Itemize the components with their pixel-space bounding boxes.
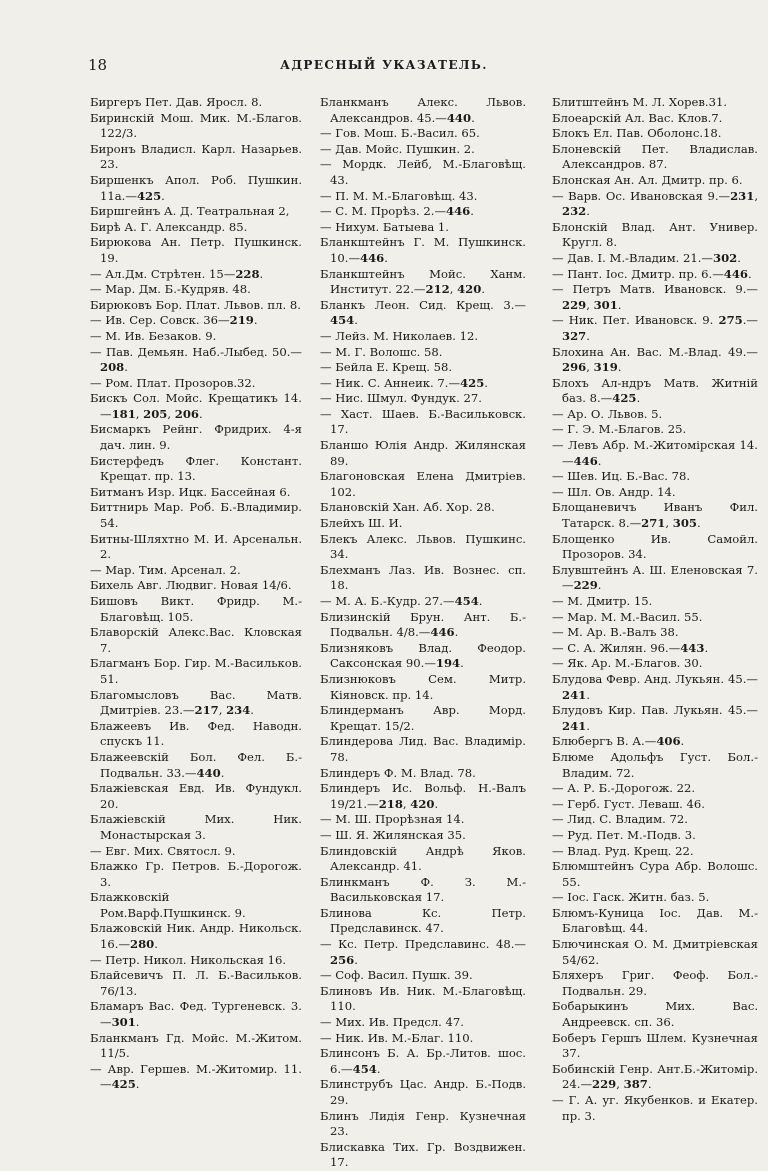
directory-entry: — Ник. С. Аннеик. 7.—425. — [320, 375, 488, 390]
directory-entry: Бляхеръ Григ. Феоф. Бол.-Подвальн. 29. — [552, 968, 758, 998]
directory-entry: Блажковскій Ром.Варф.Пушкинск. 9. — [90, 890, 246, 920]
phone-number: 446 — [723, 266, 748, 281]
directory-entry: — Петр. Никол. Никольская 16. — [90, 952, 287, 967]
directory-entry: — Шев. Иц. Б.-Вас. 78. — [552, 469, 691, 484]
phone-number: 280 — [130, 937, 155, 952]
directory-entry: — М. А. Б.-Кудр. 27.—454. — [320, 594, 483, 608]
directory-entry: — Гов. Мош. Б.-Васил. 65. — [320, 126, 480, 141]
directory-entry: Блажіевская Евд. Ив. Фундукл. 20. — [90, 781, 302, 811]
directory-entry: Биттнирь Мар. Роб. Б.-Владимир. 54. — [90, 500, 302, 531]
directory-entry: — Ник. Ив. М.-Благ. 110. — [320, 1030, 474, 1045]
directory-entry: — Мар. М. М.-Васил. 55. — [552, 609, 703, 624]
phone-number: 206 — [174, 406, 199, 421]
directory-entry: Блощаневичъ Иванъ Фил. Татарск. 8.—271, 305. — [552, 500, 758, 531]
directory-entry: — Нихум. Батыева 1. — [320, 219, 449, 234]
directory-entry: Блинструбъ Цас. Андр. Б.-Подв. 29. — [320, 1077, 526, 1107]
directory-entry: — С. М. Прорѣз. 2.—446. — [320, 204, 474, 219]
directory-entry: Блинова Кс. Петр. Предславинск. 47. — [320, 905, 526, 936]
directory-entry: Бистерфедъ Флег. Констант. Крещат. пр. 13. — [90, 453, 302, 484]
directory-entry: Благманъ Бор. Гир. М.-Васильков. 51. — [90, 656, 302, 686]
directory-entry: Бирюкова Ан. Петр. Пушкинск. 19. — [90, 235, 302, 265]
directory-entry: Блудова Февр. Анд. Лукьян. 45.—241. — [552, 671, 758, 702]
directory-entry: — Іос. Гаск. Житн. баз. 5. — [552, 890, 710, 905]
directory-entry: Блохъ Ал-ндръ Матв. Житній баз. 8.—425. — [552, 375, 758, 406]
directory-entry: Блощенко Ив. Самойл. Прозоров. 34. — [552, 531, 758, 562]
directory-entry: Блажеевскій Бол. Фел. Б.-Подвальн. 33.—440. — [90, 749, 302, 780]
directory-entry: Блючинская О. М. Дмитріевская 54/62. — [552, 937, 758, 967]
phone-number: 241 — [562, 718, 587, 733]
directory-entry: Блиндеръ Ис. Вольф. Н.-Валъ 19/21.—218, 420. — [320, 781, 526, 811]
directory-entry: Бобинскій Генр. Ант.Б.-Житомір. 24.—229, 387. — [552, 1061, 758, 1092]
phone-number: 301 — [111, 1015, 136, 1030]
directory-entry: — Г. А. уг. Якубенков. и Екатер. пр. 3. — [552, 1093, 758, 1123]
phone-number: 425 — [136, 188, 162, 203]
directory-entry: — Герб. Густ. Леваш. 46. — [552, 796, 705, 811]
phone-number: 208 — [100, 360, 125, 375]
phone-number: 440 — [196, 765, 221, 780]
directory-entry: Блюбергъ В. А.—406. — [552, 734, 685, 749]
phone-number: 232 — [562, 204, 587, 219]
directory-entry: Блажіевскій Мих. Ник. Монастырская 3. — [90, 812, 302, 842]
directory-entry: Блиндеръ Ф. М. Влад. 78. — [320, 765, 476, 780]
phone-number: 443 — [680, 640, 705, 655]
directory-entry: — М. Г. Волошс. 58. — [320, 344, 443, 359]
phone-number: 217 — [194, 703, 219, 718]
directory-entry: — Руд. Пет. М.-Подв. 3. — [552, 827, 696, 842]
directory-entry: Близинскій Брун. Ант. Б.-Подвальн. 4/8.—446. — [320, 609, 526, 640]
directory-entry: Бланшо Юлія Андр. Жилянская 89. — [320, 438, 526, 468]
directory-entry: Блинкманъ Ф. З. М.-Васильковская 17. — [320, 874, 526, 905]
phone-number: 212 — [425, 282, 450, 297]
directory-entry: Бланкманъ Алекс. Львов. Александров. 45.—440. — [320, 95, 526, 125]
directory-entry: — М. Ив. Безаков. 9. — [90, 328, 217, 343]
column-3 — [552, 95, 758, 1124]
phone-number: 296 — [562, 360, 587, 375]
directory-entry: — Мих. Ив. Предсл. 47. — [320, 1015, 464, 1030]
directory-entry: Боберъ Гершъ Шлем. Кузнечная 37. — [552, 1030, 758, 1061]
directory-entry: Битманъ Изр. Ицк. Бассейная 6. — [90, 484, 291, 499]
directory-entry: Биргеръ Пет. Дав. Яросл. 8. — [90, 95, 263, 109]
directory-entry: Блиновъ Ив. Ник. М.-Благовѣщ. 110. — [320, 983, 526, 1014]
directory-entry: — Ал.Дм. Стрѣтен. 15—228. — [90, 266, 264, 281]
directory-entry: Блановскій Хан. Аб. Хор. 28. — [320, 500, 495, 515]
directory-entry: — Лейз. М. Николаев. 12. — [320, 328, 479, 343]
directory-entry: Бишовъ Викт. Фридр. М.-Благовѣщ. 105. — [90, 594, 302, 624]
directory-entry: Бирѣ А. Г. Александр. 85. — [90, 219, 248, 234]
directory-entry: Биронъ Владисл. Карл. Назарьев. 23. — [90, 141, 302, 172]
directory-entry: Блоневскій Пет. Владислав. Александров. 87. — [552, 141, 758, 172]
phone-number: 271 — [641, 516, 666, 531]
directory-entry: — М. Ар. В.-Валъ 38. — [552, 625, 679, 640]
directory-entry: Бланкманъ Гд. Мойс. М.-Житом. 11/5. — [90, 1030, 302, 1061]
page-number: 18 — [88, 56, 108, 74]
directory-entry: — Ар. О. Львов. 5. — [552, 406, 663, 421]
phone-number: 231 — [730, 188, 755, 203]
phone-number: 301 — [593, 297, 618, 312]
phone-number: 229 — [592, 1077, 617, 1092]
directory-entry: Бланкштейнъ Мойс. Ханм. Институт. 22.—212, 420. — [320, 266, 526, 297]
directory-entry: Бланкштейнъ Г. М. Пушкинск. 10.—446. — [320, 235, 526, 265]
directory-entry: — Соф. Васил. Пушк. 39. — [320, 968, 473, 983]
directory-entry: — Хаст. Шаев. Б.-Васильковск. 17. — [320, 406, 526, 437]
directory-entry: Блоеарскій Ал. Вас. Клов.7. — [552, 110, 723, 125]
phone-number: 327 — [562, 328, 587, 343]
directory-entry: Бискъ Сол. Мойс. Крещатикъ 14.—181, 205, 206. — [90, 391, 302, 421]
directory-entry: Близняковъ Влад. Феодор. Саксонская 90.—194. — [320, 640, 526, 671]
phone-number: 305 — [672, 516, 697, 531]
phone-number: 302 — [713, 250, 738, 265]
phone-number: 205 — [143, 406, 168, 421]
directory-entry: — Ром. Плат. Прозоров.32. — [90, 375, 256, 390]
directory-entry: — Ив. Сер. Совск. 36—219. — [90, 313, 258, 328]
phone-number: 228 — [235, 266, 260, 281]
phone-number: 219 — [229, 313, 254, 328]
directory-entry: Блискавка Тих. Гр. Воздвижен. 17. — [320, 1139, 526, 1170]
directory-entry: Бихель Авг. Людвиг. Новая 14/6. — [90, 578, 292, 593]
directory-entry: Блинъ Лидія Генр. Кузнечная 23. — [320, 1108, 526, 1139]
directory-entry: Блажко Гр. Петров. Б.-Дорогож. 3. — [90, 859, 302, 889]
phone-number: 420 — [457, 282, 482, 297]
phone-number: 181 — [111, 406, 136, 421]
directory-entry: Биршгейнъ А. Д. Театральная 2, — [90, 204, 290, 219]
directory-entry: — Кс. Петр. Предславинс. 48.—256. — [320, 937, 526, 967]
directory-entry: Благоновская Елена Дмитріев. 102. — [320, 469, 526, 499]
directory-entry: Блажовскій Ник. Андр. Никольск. 16.—280. — [90, 921, 302, 952]
column-1 — [90, 95, 302, 1093]
directory-entry: — Варв. Ос. Ивановская 9.—231, 232. — [552, 188, 758, 219]
column-2 — [320, 95, 526, 1171]
running-title: АДРЕСНЫЙ УКАЗАТЕЛЬ. — [280, 58, 488, 72]
phone-number: 275 — [718, 313, 743, 328]
phone-number: 229 — [573, 578, 598, 593]
directory-entry: — Авр. Гершев. М.-Житомир. 11.—425. — [90, 1061, 302, 1092]
directory-entry: Близнюковъ Сем. Митр. Кіяновск. пр. 14. — [320, 671, 526, 702]
directory-entry: — С. А. Жилян. 96.—443. — [552, 640, 709, 655]
directory-entry: Блаворскій Алекс.Вас. Кловская 7. — [90, 625, 302, 655]
directory-entry: — Як. Ар. М.-Благов. 30. — [552, 656, 703, 671]
directory-entry: Блокъ Ел. Пав. Оболонс.18. — [552, 126, 722, 141]
phone-number: 425 — [460, 375, 485, 390]
phone-number: 194 — [435, 656, 461, 671]
phone-number: 234 — [226, 703, 251, 718]
phone-number: 446 — [360, 250, 385, 265]
directory-entry: — Левъ Абр. М.-Житомірская 14.—446. — [552, 438, 758, 468]
directory-entry: — Петръ Матв. Ивановск. 9.—229, 301. — [552, 282, 758, 312]
phone-number: 241 — [562, 687, 587, 702]
phone-number: 440 — [446, 110, 472, 125]
directory-entry: — Мар. Дм. Б.-Кудряв. 48. — [90, 282, 251, 297]
directory-entry: Блонская Ан. Ал. Дмитр. пр. 6. — [552, 172, 743, 187]
directory-entry: Бламаръ Вас. Фед. Тургеневск. 3.—301. — [90, 999, 302, 1030]
directory-entry: — М. Ш. Прорѣзная 14. — [320, 812, 465, 827]
directory-entry: Блувштейнъ А. Ш. Еленовская 7.—229. — [552, 562, 758, 593]
phone-number: 446 — [430, 625, 455, 640]
directory-entry: Бирюковъ Бор. Плат. Львов. пл. 8. — [90, 297, 301, 312]
directory-entry: — А. Р. Б.-Дорогож. 22. — [552, 781, 696, 796]
directory-entry: — Мар. Тим. Арсенал. 2. — [90, 562, 241, 577]
directory-entry: — Нис. Шмул. Фундук. 27. — [320, 391, 482, 406]
directory-entry: Блейхъ Ш. И. — [320, 516, 403, 531]
phone-number: 387 — [623, 1077, 648, 1092]
directory-entry: Бланкъ Леон. Сид. Крещ. 3.—454. — [320, 297, 526, 328]
phone-number: 319 — [593, 360, 618, 375]
directory-entry: — Бейла Е. Крещ. 58. — [320, 360, 453, 375]
directory-entry: Блюме Адольфъ Густ. Бол.-Владим. 72. — [552, 749, 758, 780]
directory-entry: Битны-Шляхтно М. И. Арсенальн. 2. — [90, 531, 302, 562]
directory-entry: — Дав. І. М.-Владим. 21.—302. — [552, 250, 741, 265]
directory-entry: Блекъ Алекс. Львов. Пушкинс. 34. — [320, 531, 526, 562]
directory-entry: — Евг. Мих. Святосл. 9. — [90, 843, 236, 858]
directory-entry: — Пант. Іос. Дмитр. пр. 6.—446. — [552, 266, 752, 281]
phone-number: 420 — [410, 796, 435, 811]
directory-entry: Биринскій Мош. Мик. М.-Благов. 122/3. — [90, 110, 302, 141]
directory-entry: — Ник. Пет. Ивановск. 9. 275.—327. — [552, 313, 758, 343]
phone-number: 454 — [352, 1061, 377, 1076]
directory-entry: — Пав. Демьян. Наб.-Лыбед. 50.—208. — [90, 344, 302, 375]
phone-number: 454 — [454, 594, 479, 608]
directory-entry: Блиндовскій Андрѣ Яков. Александр. 41. — [320, 843, 526, 874]
directory-entry: Блюмъ-Куница Іос. Дав. М.-Благовѣщ. 44. — [552, 905, 758, 936]
directory-entry: — Г. Э. М.-Благов. 25. — [552, 422, 687, 437]
directory-entry: Бисмаркъ Рейнг. Фридрих. 4-я дач. лин. 9. — [90, 422, 302, 453]
directory-entry: — П. М. М.-Благовѣщ. 43. — [320, 188, 478, 203]
phone-number: 229 — [562, 297, 587, 312]
directory-entry: — М. Дмитр. 15. — [552, 594, 653, 608]
directory-entry: Блиндерманъ Авр. Морд. Крещат. 15/2. — [320, 703, 526, 733]
directory-entry: Блажеевъ Ив. Фед. Наводн. спускъ 11. — [90, 718, 302, 749]
directory-entry: Блинсонъ Б. А. Бр.-Литов. шос. 6.—454. — [320, 1046, 526, 1076]
phone-number: 425 — [612, 391, 637, 406]
directory-entry: Блохина Ан. Вас. М.-Влад. 49.—296, 319. — [552, 344, 758, 375]
phone-number: 454 — [330, 313, 355, 328]
directory-entry: Блиндерова Лид. Вас. Владимір. 78. — [320, 734, 526, 764]
phone-number: 406 — [656, 734, 681, 749]
directory-entry: Благомысловъ Вас. Матв. Дмитріев. 23.—217, 234. — [90, 687, 302, 718]
directory-entry: Блонскій Влад. Ант. Универ. Кругл. 8. — [552, 219, 758, 250]
directory-entry: Блюмштейнъ Сура Абр. Волошс. 55. — [552, 859, 758, 889]
phone-number: 256 — [330, 952, 355, 967]
directory-entry: Блитштейнъ М. Л. Хорев.31. — [552, 95, 728, 109]
directory-entry: Блайсевичъ П. Л. Б.-Васильков. 76/13. — [90, 968, 302, 998]
directory-entry: — Ш. Я. Жилянская 35. — [320, 827, 466, 842]
directory-entry: Биршенкъ Апол. Роб. Пушкин. 11а.—425. — [90, 172, 302, 203]
directory-entry: Блудовъ Кир. Пав. Лукьян. 45.—241. — [552, 703, 758, 733]
directory-entry: Бобарыкинъ Мих. Вас. Андреевск. сп. 36. — [552, 999, 758, 1030]
directory-entry: — Лид. С. Владим. 72. — [552, 812, 688, 827]
directory-entry: — Дав. Мойс. Пушкин. 2. — [320, 141, 475, 156]
directory-entry: — Шл. Ов. Андр. 14. — [552, 484, 676, 499]
directory-entry: — Мордк. Лейб, М.-Благовѣщ. 43. — [320, 157, 526, 187]
directory-entry: Блехманъ Лаз. Ив. Вознес. сп. 18. — [320, 562, 526, 593]
directory-entry: — Влад. Руд. Крещ. 22. — [552, 843, 694, 858]
phone-number: 446 — [573, 453, 598, 468]
phone-number: 446 — [446, 204, 471, 219]
phone-number: 425 — [111, 1077, 136, 1092]
phone-number: 218 — [378, 796, 403, 811]
